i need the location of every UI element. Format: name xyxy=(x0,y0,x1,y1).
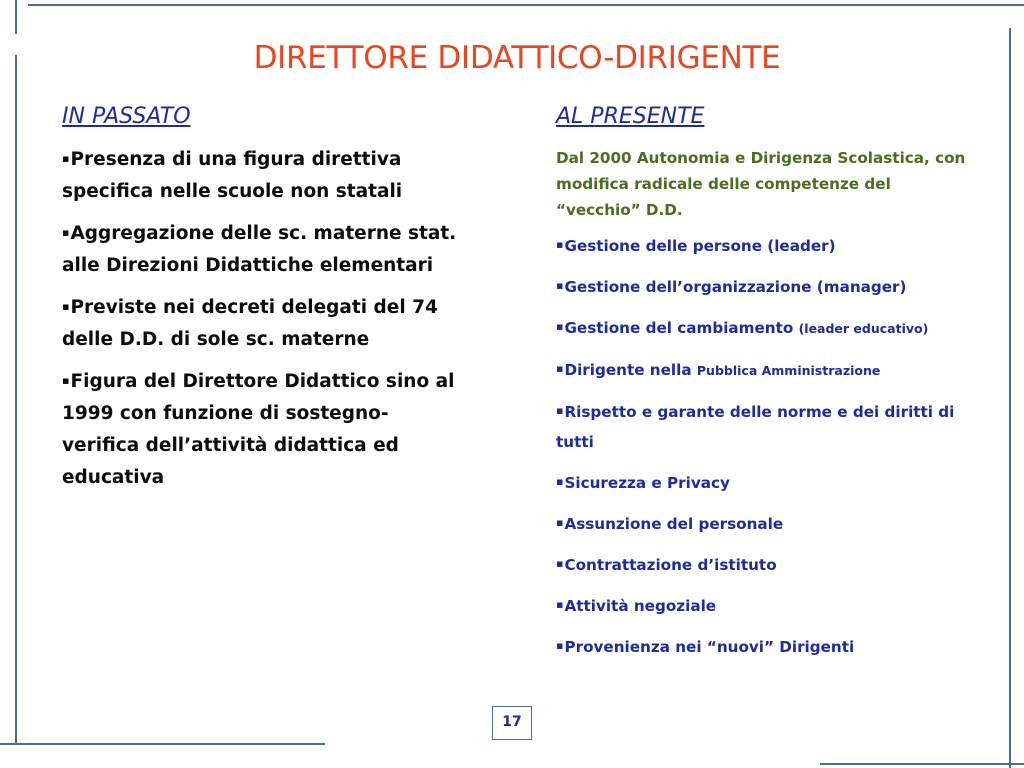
past-item: ▪Previste nei decreti delegati del 74 delle D.D. di sole sc. materne xyxy=(62,297,438,350)
bullet-icon: ▪ xyxy=(556,516,564,529)
bullet-icon: ▪ xyxy=(556,362,564,375)
bullet-icon: ▪ xyxy=(556,404,564,417)
present-item: ▪Gestione dell’organizzazione (manager) xyxy=(556,278,907,296)
present-item: ▪Attività negoziale xyxy=(556,597,717,615)
bullet-icon: ▪ xyxy=(556,557,564,570)
present-item-note: (leader educativo) xyxy=(798,321,929,336)
present-intro: Dal 2000 Autonomia e Dirigenza Scolastica, con modifica radicale delle competenze del “vecchio” D.D. xyxy=(556,149,966,219)
frame-left-tick xyxy=(15,0,17,34)
present-item: ▪Assunzione del personale xyxy=(556,515,784,533)
bullet-icon: ▪ xyxy=(556,639,564,652)
present-item-note: Pubblica Amministrazione xyxy=(696,363,881,378)
page-title: DIRETTORE DIDATTICO-DIRIGENTE xyxy=(253,40,781,76)
bullet-icon: ▪ xyxy=(556,320,564,333)
frame-top-line xyxy=(28,4,1024,6)
bullet-icon: ▪ xyxy=(62,374,70,387)
present-item: ▪Rispetto e garante delle norme e dei diritti di tutti xyxy=(556,403,955,451)
frame-left-line xyxy=(15,55,17,745)
past-column xyxy=(62,104,462,503)
bullet-icon: ▪ xyxy=(62,152,70,165)
present-item: ▪Contrattazione d’istituto xyxy=(556,556,777,574)
present-item: ▪Provenienza nei “nuovi” Dirigenti xyxy=(556,638,855,656)
present-item: ▪Gestione del cambiamento (leader educativo) xyxy=(556,319,929,337)
past-item: ▪Figura del Direttore Didattico sino al 1999 con funzione di sostegno-verifica dell’attività didattica ed educativa xyxy=(62,371,455,488)
past-item: ▪Presenza di una figura direttiva specifica nelle scuole non statali xyxy=(62,149,403,202)
bullet-icon: ▪ xyxy=(62,300,70,313)
present-heading: AL PRESENTE xyxy=(556,104,705,129)
present-item: ▪Gestione delle persone (leader) xyxy=(556,237,836,255)
present-column xyxy=(556,104,976,672)
bullet-icon: ▪ xyxy=(556,279,564,292)
frame-bottom-right-line xyxy=(820,763,1024,765)
frame-bottom-left-line xyxy=(0,743,325,745)
bullet-icon: ▪ xyxy=(62,226,70,239)
present-item: ▪Sicurezza e Privacy xyxy=(556,474,730,492)
past-item: ▪Aggregazione delle sc. materne stat. alle Direzioni Didattiche elementari xyxy=(62,223,457,276)
bullet-icon: ▪ xyxy=(556,598,564,611)
frame-right-line xyxy=(1009,28,1011,768)
present-item: ▪Dirigente nella Pubblica Amministrazione xyxy=(556,361,881,379)
bullet-icon: ▪ xyxy=(556,238,564,251)
bullet-icon: ▪ xyxy=(556,475,564,488)
past-heading: IN PASSATO xyxy=(62,104,191,129)
page-number: 17 xyxy=(492,706,532,740)
